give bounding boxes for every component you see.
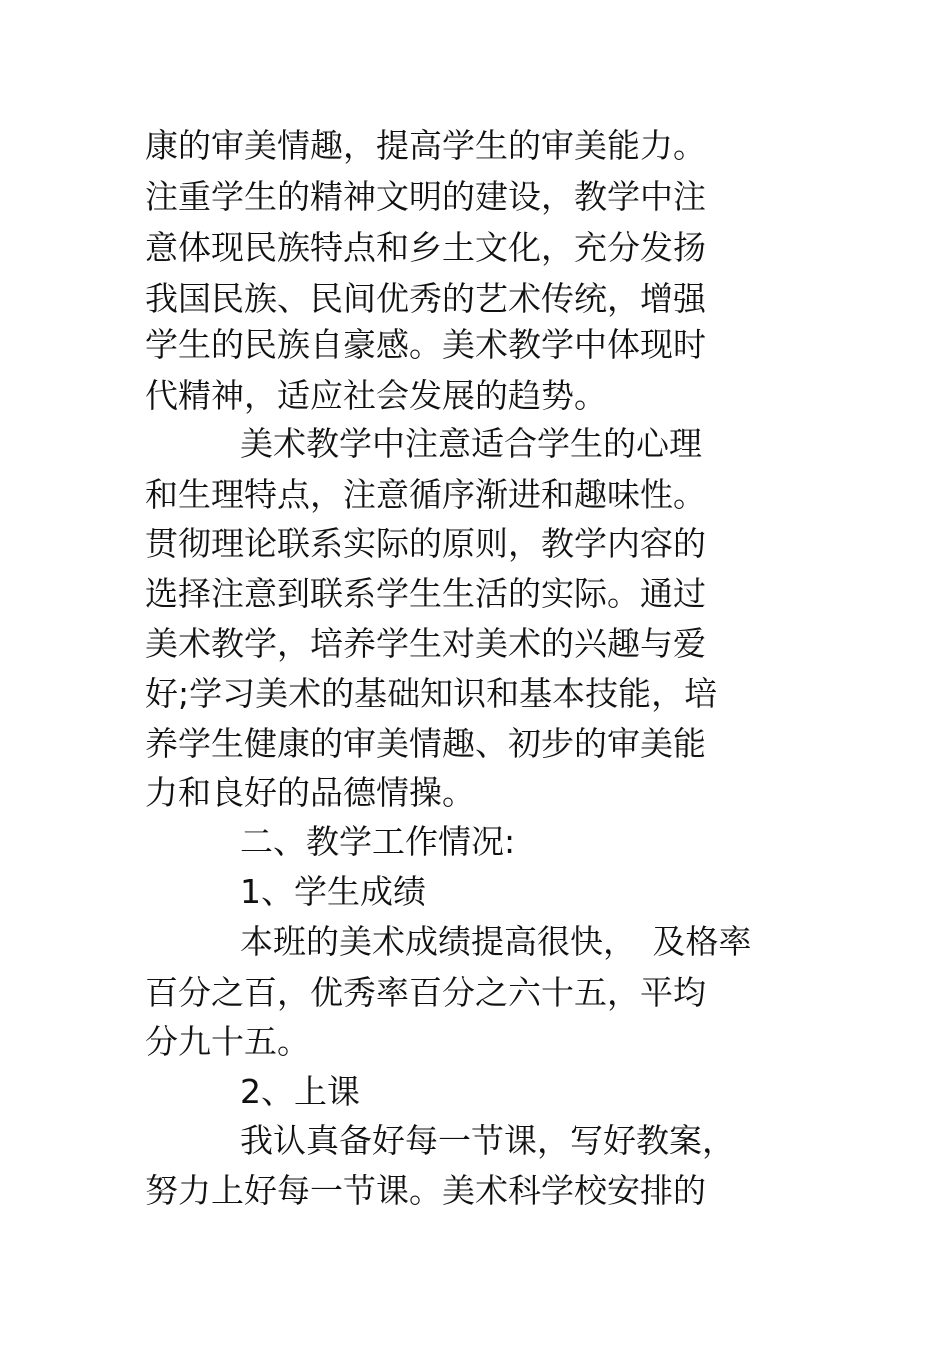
- text-line: 我国民族、民间优秀的艺术传统，增强: [145, 279, 706, 318]
- section-heading: 二、教学工作情况:: [240, 822, 516, 861]
- subsection-heading: 2、上课: [240, 1072, 360, 1111]
- text-line: 好;学习美术的基础知识和基本技能，培: [145, 674, 718, 713]
- text-line: 意体现民族特点和乡土文化，充分发扬: [145, 228, 706, 267]
- text-line: 选择注意到联系学生生活的实际。通过: [145, 574, 706, 613]
- paragraph-start-line: 我认真备好每一节课，写好教案，: [240, 1121, 735, 1160]
- text-line: 学生的民族自豪感。美术教学中体现时: [145, 325, 706, 364]
- text-line: 努力上好每一节课。美术科学校安排的: [145, 1171, 706, 1210]
- text-line: 百分之百，优秀率百分之六十五，平均: [145, 973, 706, 1012]
- subsection-heading: 1、学生成绩: [240, 872, 426, 911]
- paragraph-start-line: 本班的美术成绩提高很快， 及格率: [240, 922, 752, 961]
- text-line: 美术教学，培养学生对美术的兴趣与爱: [145, 624, 706, 663]
- paragraph-start-line: 美术教学中注意适合学生的心理: [240, 424, 702, 463]
- text-line: 注重学生的精神文明的建设，教学中注: [145, 177, 706, 216]
- text-line: 康的审美情趣，提高学生的审美能力。: [145, 126, 706, 165]
- text-line: 和生理特点，注意循序渐进和趣味性。: [145, 475, 706, 514]
- text-line: 代精神，适应社会发展的趋势。: [145, 376, 607, 415]
- text-line: 力和良好的品德情操。: [145, 773, 475, 812]
- text-line: 贯彻理论联系实际的原则，教学内容的: [145, 524, 706, 563]
- text-line: 分九十五。: [145, 1022, 310, 1061]
- text-line: 养学生健康的审美情趣、初步的审美能: [145, 724, 706, 763]
